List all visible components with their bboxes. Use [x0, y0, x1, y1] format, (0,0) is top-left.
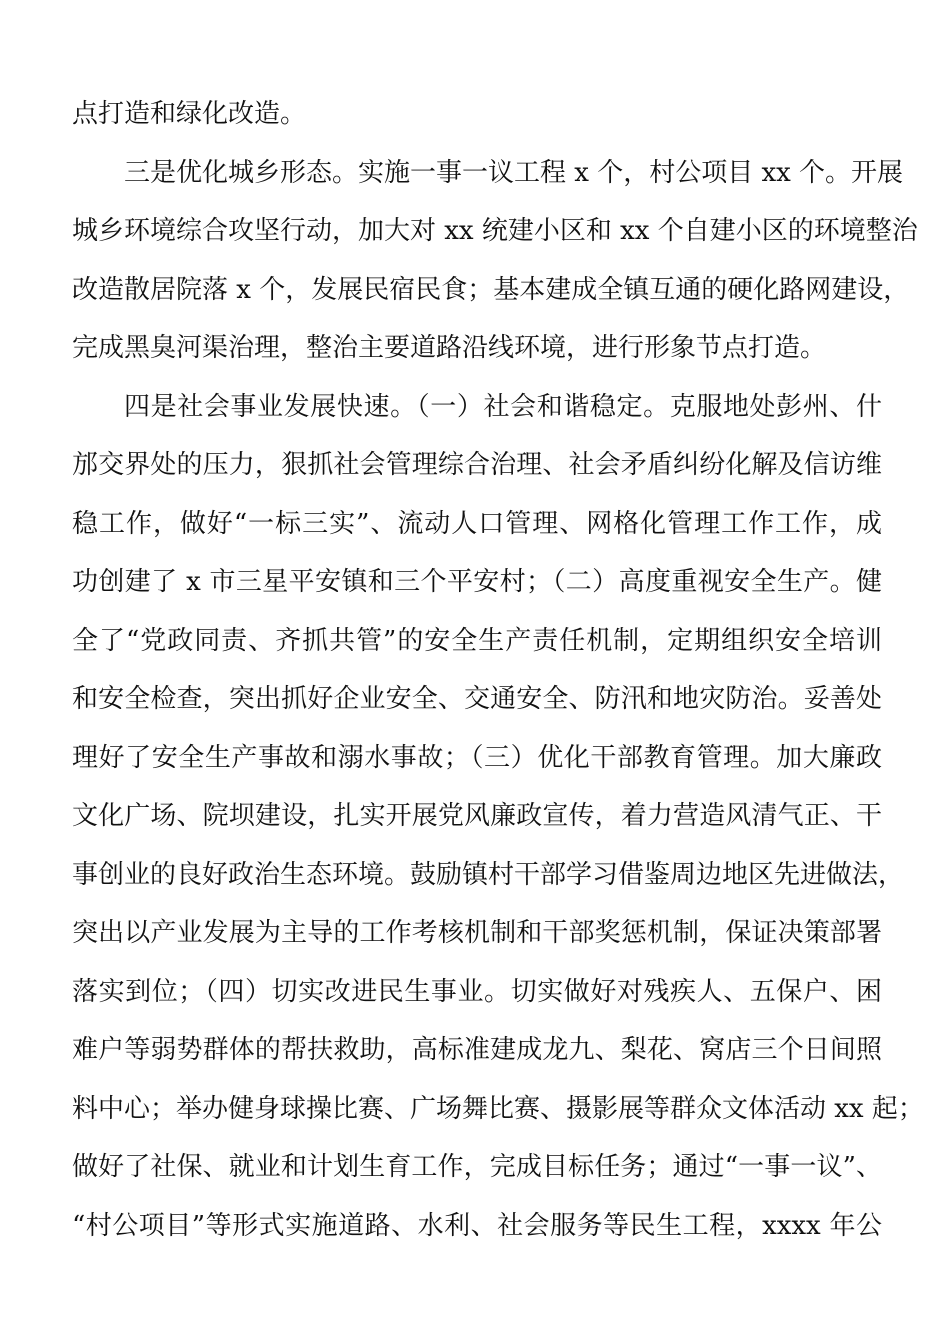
text-line: 事创业的良好政治生态环境。鼓励镇村干部学习借鉴周边地区先进做法， — [72, 860, 905, 890]
text-line: 突出以产业发展为主导的工作考核机制和干部奖惩机制，保证决策部署 — [72, 918, 882, 948]
text-line: “村公项目”等形式实施道路、水利、社会服务等民生工程，xxxx 年公 — [72, 1211, 882, 1241]
text-line: 三是优化城乡形态。实施一事一议工程 x 个，村公项目 xx 个。开展 — [124, 158, 904, 188]
text-line: 邡交界处的压力，狠抓社会管理综合治理、社会矛盾纠纷化解及信访维 — [72, 450, 882, 480]
text-line: 文化广场、院坝建设，扎实开展党风廉政宣传，着力营造风清气正、干 — [72, 801, 882, 831]
text-line: 全了“党政同责、齐抓共管”的安全生产责任机制，定期组织安全培训 — [72, 626, 882, 656]
text-line: 改造散居院落 x 个，发展民宿民食；基本建成全镇互通的硬化路网建设， — [72, 275, 910, 305]
text-line: 和安全检查，突出抓好企业安全、交通安全、防汛和地灾防治。妥善处 — [72, 684, 882, 714]
text-line: 做好了社保、就业和计划生育工作，完成目标任务；通过“一事一议”、 — [72, 1152, 882, 1182]
text-line: 四是社会事业发展快速。（一）社会和谐稳定。克服地处彭州、什 — [124, 392, 882, 422]
text-line: 稳工作，做好“一标三实”、流动人口管理、网格化管理工作工作，成 — [72, 509, 882, 539]
text-line: 难户等弱势群体的帮扶救助，高标准建成龙九、梨花、窝店三个日间照 — [72, 1035, 882, 1065]
text-line: 完成黑臭河渠治理，整治主要道路沿线环境，进行形象节点打造。 — [72, 333, 827, 363]
text-line: 落实到位；（四）切实改进民生事业。切实做好对残疾人、五保户、困 — [72, 977, 882, 1007]
text-line: 城乡环境综合攻坚行动，加大对 xx 统建小区和 xx 个自建小区的环境整治 — [72, 216, 918, 246]
text-line: 点打造和绿化改造。 — [72, 99, 307, 129]
text-line: 料中心；举办健身球操比赛、广场舞比赛、摄影展等群众文体活动 xx 起； — [72, 1094, 924, 1124]
text-line: 理好了安全生产事故和溺水事故；（三）优化干部教育管理。加大廉政 — [72, 743, 882, 773]
text-line: 功创建了 x 市三星平安镇和三个平安村；（二）高度重视安全生产。健 — [72, 567, 882, 597]
